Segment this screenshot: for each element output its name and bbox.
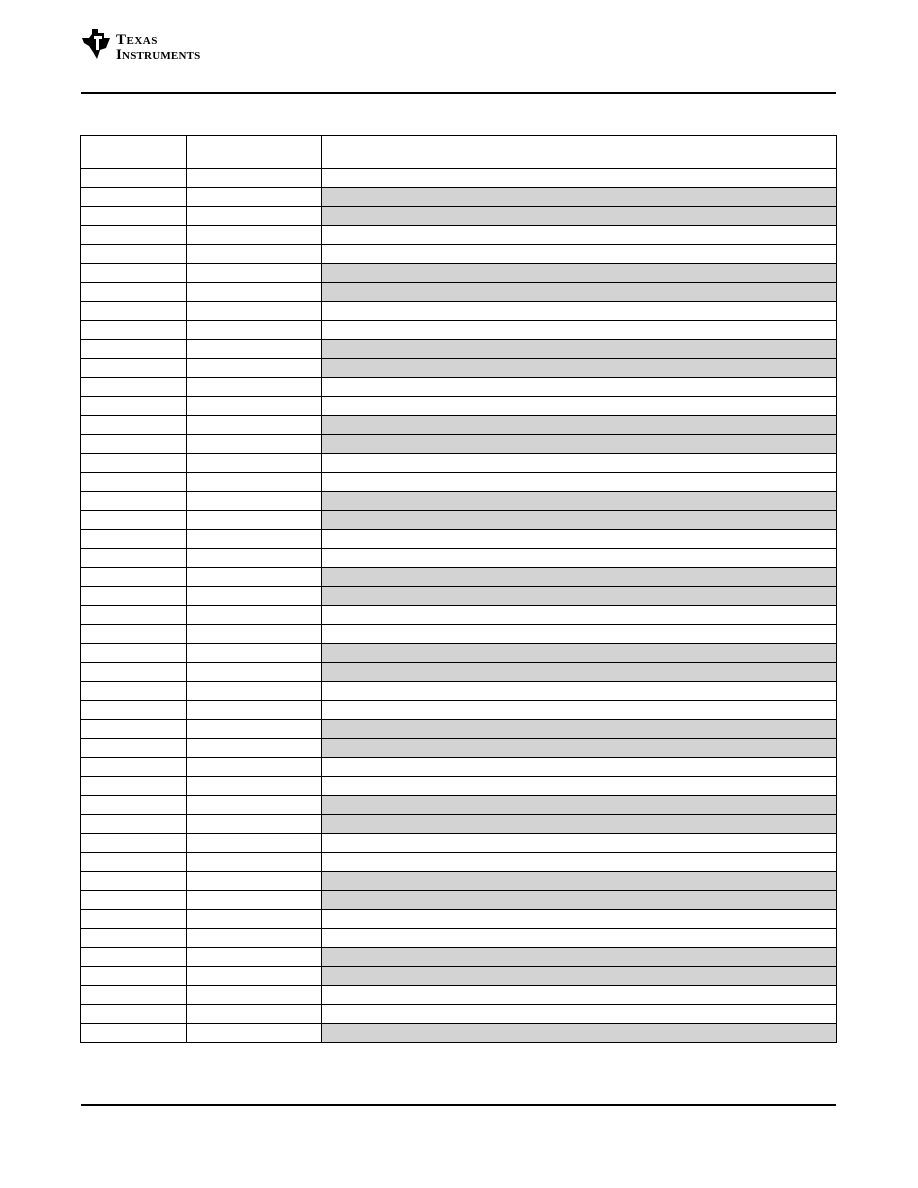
table-header-row xyxy=(81,136,837,169)
table-row xyxy=(81,929,837,948)
table-cell xyxy=(322,492,837,511)
table-cell xyxy=(187,587,322,606)
table-cell xyxy=(81,454,187,473)
table-cell xyxy=(81,1024,187,1043)
register-table xyxy=(80,135,837,1043)
table-cell xyxy=(322,777,837,796)
table-cell xyxy=(187,530,322,549)
table-cell xyxy=(187,416,322,435)
table-cell xyxy=(81,530,187,549)
table-cell xyxy=(322,397,837,416)
table-row xyxy=(81,188,837,207)
table-cell xyxy=(322,986,837,1005)
table-row xyxy=(81,359,837,378)
table-cell xyxy=(187,891,322,910)
table-row xyxy=(81,207,837,226)
table-cell xyxy=(322,169,837,188)
table-cell xyxy=(187,169,322,188)
table-cell xyxy=(187,321,322,340)
table-cell xyxy=(81,435,187,454)
logo-i: I xyxy=(116,47,123,63)
table-cell xyxy=(81,644,187,663)
table-cell xyxy=(187,644,322,663)
table-cell xyxy=(81,967,187,986)
table-cell xyxy=(81,226,187,245)
table-cell xyxy=(187,606,322,625)
table-cell xyxy=(81,340,187,359)
table-row xyxy=(81,169,837,188)
table-row xyxy=(81,625,837,644)
table-cell xyxy=(322,739,837,758)
table-cell xyxy=(322,245,837,264)
logo-exas: EXAS xyxy=(126,35,158,47)
table-cell xyxy=(187,777,322,796)
table-cell xyxy=(187,435,322,454)
table-cell xyxy=(187,758,322,777)
table-cell xyxy=(81,587,187,606)
table-cell xyxy=(81,948,187,967)
table-cell xyxy=(81,473,187,492)
table-cell xyxy=(187,397,322,416)
table-row xyxy=(81,872,837,891)
table-row xyxy=(81,245,837,264)
table-row xyxy=(81,416,837,435)
table-cell xyxy=(322,853,837,872)
table-row xyxy=(81,777,837,796)
table-cell xyxy=(187,492,322,511)
table-cell xyxy=(187,454,322,473)
table-cell xyxy=(81,739,187,758)
table-row xyxy=(81,340,837,359)
table-cell xyxy=(187,245,322,264)
table-cell xyxy=(322,530,837,549)
table-row xyxy=(81,511,837,530)
table-cell xyxy=(187,283,322,302)
logo-t: T xyxy=(116,32,127,48)
table-cell xyxy=(81,758,187,777)
table-row xyxy=(81,948,837,967)
table-cell xyxy=(187,948,322,967)
table-cell xyxy=(322,226,837,245)
table-cell xyxy=(187,663,322,682)
table-cell xyxy=(81,264,187,283)
table-row xyxy=(81,302,837,321)
table-cell xyxy=(187,302,322,321)
table-cell xyxy=(322,359,837,378)
table-cell xyxy=(322,644,837,663)
table-cell xyxy=(81,416,187,435)
table-cell xyxy=(187,188,322,207)
table-cell xyxy=(81,872,187,891)
table-cell xyxy=(81,777,187,796)
table-cell xyxy=(187,549,322,568)
table-cell xyxy=(81,625,187,644)
table-cell xyxy=(322,815,837,834)
table-cell xyxy=(81,606,187,625)
table-cell xyxy=(187,359,322,378)
table-cell xyxy=(187,967,322,986)
table-cell xyxy=(187,625,322,644)
table-row xyxy=(81,435,837,454)
table-cell xyxy=(322,701,837,720)
table-cell xyxy=(187,986,322,1005)
table-cell xyxy=(81,929,187,948)
table-row xyxy=(81,587,837,606)
table-cell xyxy=(81,796,187,815)
table-cell xyxy=(81,511,187,530)
table-cell xyxy=(81,378,187,397)
table-cell xyxy=(322,188,837,207)
table-row xyxy=(81,720,837,739)
table-row xyxy=(81,549,837,568)
table-cell xyxy=(322,758,837,777)
table-cell xyxy=(322,891,837,910)
table-cell xyxy=(322,682,837,701)
table-body xyxy=(81,169,837,1043)
table-cell xyxy=(81,568,187,587)
table-row xyxy=(81,834,837,853)
table-cell xyxy=(81,891,187,910)
table-row xyxy=(81,796,837,815)
table-cell xyxy=(187,1024,322,1043)
table-cell xyxy=(322,587,837,606)
table-cell xyxy=(322,549,837,568)
table-cell xyxy=(81,169,187,188)
table-cell xyxy=(322,321,837,340)
table-cell xyxy=(322,663,837,682)
table-cell xyxy=(187,910,322,929)
table-row xyxy=(81,1005,837,1024)
table-cell xyxy=(81,207,187,226)
table-cell xyxy=(81,359,187,378)
table-row xyxy=(81,815,837,834)
table-cell xyxy=(187,511,322,530)
table-row xyxy=(81,682,837,701)
table-cell xyxy=(81,682,187,701)
ti-state-icon xyxy=(80,26,114,60)
table-row xyxy=(81,226,837,245)
table-header-cell-3 xyxy=(322,136,837,169)
table-cell xyxy=(322,1024,837,1043)
table-cell xyxy=(81,834,187,853)
table-cell xyxy=(81,815,187,834)
table-cell xyxy=(187,815,322,834)
table-row xyxy=(81,454,837,473)
ti-logo xyxy=(80,26,225,66)
header-rule xyxy=(81,92,836,94)
table-cell xyxy=(322,264,837,283)
table-cell xyxy=(322,283,837,302)
table-cell xyxy=(81,283,187,302)
table-cell xyxy=(322,435,837,454)
table-cell xyxy=(81,492,187,511)
footer-rule xyxy=(81,1104,836,1106)
table-cell xyxy=(81,302,187,321)
table-cell xyxy=(322,302,837,321)
table-cell xyxy=(322,910,837,929)
table-cell xyxy=(81,397,187,416)
table-row xyxy=(81,986,837,1005)
table-cell xyxy=(322,511,837,530)
table-row xyxy=(81,910,837,929)
table-cell xyxy=(322,834,837,853)
table-cell xyxy=(81,910,187,929)
table-cell xyxy=(187,568,322,587)
table-cell xyxy=(81,853,187,872)
table-cell xyxy=(187,853,322,872)
table-row xyxy=(81,853,837,872)
table-row xyxy=(81,739,837,758)
table-row xyxy=(81,264,837,283)
table-cell xyxy=(187,739,322,758)
table-cell xyxy=(187,264,322,283)
table-cell xyxy=(322,473,837,492)
table-cell xyxy=(187,226,322,245)
table-row xyxy=(81,492,837,511)
table-row xyxy=(81,530,837,549)
table-cell xyxy=(322,929,837,948)
table-row xyxy=(81,891,837,910)
table-cell xyxy=(81,701,187,720)
table-cell xyxy=(322,720,837,739)
table-row xyxy=(81,701,837,720)
table-cell xyxy=(81,549,187,568)
table-header-cell-1 xyxy=(81,136,187,169)
table-row xyxy=(81,644,837,663)
table-cell xyxy=(322,378,837,397)
table-cell xyxy=(322,872,837,891)
logo-nstruments: NSTRUMENTS xyxy=(122,50,201,62)
table-row xyxy=(81,283,837,302)
table-row xyxy=(81,473,837,492)
table-row xyxy=(81,321,837,340)
table-row xyxy=(81,568,837,587)
table-cell xyxy=(187,340,322,359)
table-cell xyxy=(81,1005,187,1024)
table-cell xyxy=(187,378,322,397)
table-cell xyxy=(187,473,322,492)
table-cell xyxy=(81,321,187,340)
table-cell xyxy=(322,568,837,587)
table-cell xyxy=(187,929,322,948)
table-cell xyxy=(322,967,837,986)
table-cell xyxy=(81,245,187,264)
table-cell xyxy=(187,720,322,739)
table-cell xyxy=(322,796,837,815)
table-cell xyxy=(187,872,322,891)
table-cell xyxy=(187,682,322,701)
table-cell xyxy=(187,207,322,226)
table-cell xyxy=(81,720,187,739)
table-cell xyxy=(322,454,837,473)
table-row xyxy=(81,663,837,682)
table-cell xyxy=(322,948,837,967)
table-cell xyxy=(187,834,322,853)
table-cell xyxy=(81,986,187,1005)
table-cell xyxy=(322,1005,837,1024)
table-cell xyxy=(322,340,837,359)
table-row xyxy=(81,758,837,777)
table-cell xyxy=(322,207,837,226)
table-header-cell-2 xyxy=(187,136,322,169)
table-cell xyxy=(187,796,322,815)
table-cell xyxy=(81,663,187,682)
table-cell xyxy=(187,1005,322,1024)
table-cell xyxy=(81,188,187,207)
table-cell xyxy=(187,701,322,720)
table-row xyxy=(81,1024,837,1043)
table-row xyxy=(81,397,837,416)
table-row xyxy=(81,606,837,625)
table-cell xyxy=(322,606,837,625)
table-cell xyxy=(322,625,837,644)
table-row xyxy=(81,378,837,397)
table-row xyxy=(81,967,837,986)
table-cell xyxy=(322,416,837,435)
